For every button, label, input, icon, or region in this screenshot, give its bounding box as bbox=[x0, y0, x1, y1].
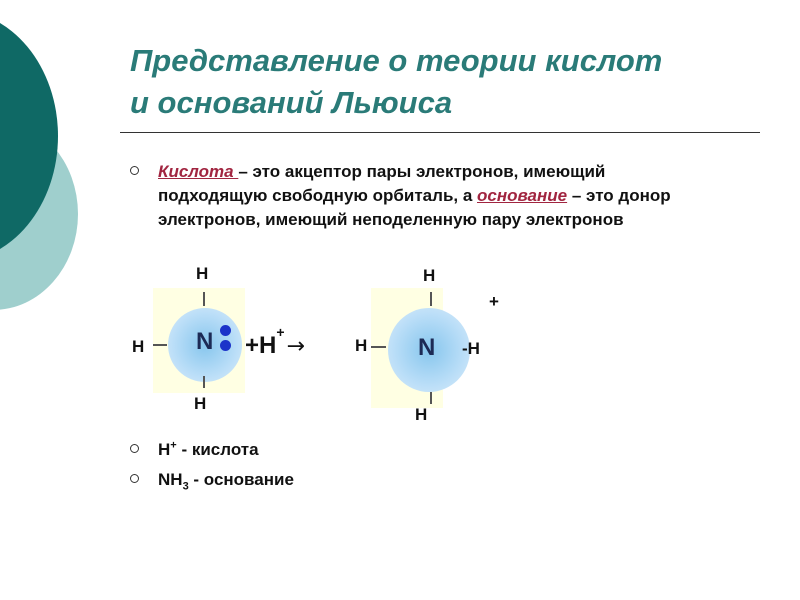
ammonium-h-right: -H bbox=[462, 339, 480, 358]
ammonium-bond-bottom bbox=[430, 392, 432, 404]
slide-title-line-2: и оснований Льюиса bbox=[130, 85, 453, 120]
reagent-proton bbox=[245, 324, 305, 361]
slide-title-line-1: Представление о теории кислот bbox=[130, 43, 663, 78]
ammonia-bond-left bbox=[153, 344, 167, 346]
definition-bullet bbox=[130, 160, 700, 232]
slide-title bbox=[130, 40, 770, 124]
acid-bullet bbox=[130, 438, 700, 462]
ammonia-h-top: H bbox=[196, 264, 209, 283]
ammonium-nitrogen: N bbox=[418, 334, 436, 361]
reaction-arrow: → bbox=[286, 334, 305, 359]
title-divider bbox=[120, 132, 760, 133]
ammonium-h-top: H bbox=[423, 266, 436, 285]
lone-pair-electron-1 bbox=[220, 325, 231, 336]
base-formula-subscript: 3 bbox=[182, 480, 189, 493]
bullet-circle-icon bbox=[130, 474, 139, 483]
acid-bullet-text: - кислота bbox=[176, 440, 259, 459]
acid-h-charge: + bbox=[170, 439, 177, 452]
definition-text-part-1: – это акцептор пары электронов, имеющий подходящую свободную орбиталь, а bbox=[158, 162, 606, 205]
acid-h-symbol: H bbox=[158, 440, 171, 459]
ammonium-bond-left bbox=[371, 346, 386, 348]
reagent-h-label: +H bbox=[245, 332, 277, 359]
base-formula: NH bbox=[158, 470, 183, 489]
ammonium-h-left: H bbox=[355, 336, 368, 355]
definition-text-part-2: – это донор электронов, имеющий неподеленную пару электронов bbox=[158, 186, 671, 229]
base-bullet-text: - основание bbox=[188, 470, 294, 489]
ammonia-nitrogen: N bbox=[196, 328, 214, 355]
reagent-charge: + bbox=[276, 324, 285, 340]
ammonium-charge: + bbox=[489, 292, 499, 311]
ammonium-bond-top bbox=[430, 292, 432, 306]
bullet-circle-icon bbox=[130, 444, 139, 453]
ammonium-h-bottom: H bbox=[415, 405, 428, 424]
base-bullet bbox=[130, 468, 700, 492]
base-term-link[interactable]: основание bbox=[477, 186, 568, 205]
acid-term-link[interactable]: Кислота bbox=[158, 162, 239, 181]
ammonia-molecule bbox=[153, 288, 245, 393]
ammonium-molecule bbox=[371, 288, 443, 408]
ammonia-h-left: H bbox=[132, 337, 145, 356]
ammonia-h-bottom: H bbox=[194, 394, 207, 413]
ammonia-bond-top bbox=[203, 292, 205, 306]
bullet-circle-icon bbox=[130, 166, 139, 175]
summary-list bbox=[130, 438, 700, 498]
lone-pair-electron-2 bbox=[220, 340, 231, 351]
definition-list bbox=[130, 160, 700, 232]
ammonia-bond-bottom bbox=[203, 376, 205, 388]
